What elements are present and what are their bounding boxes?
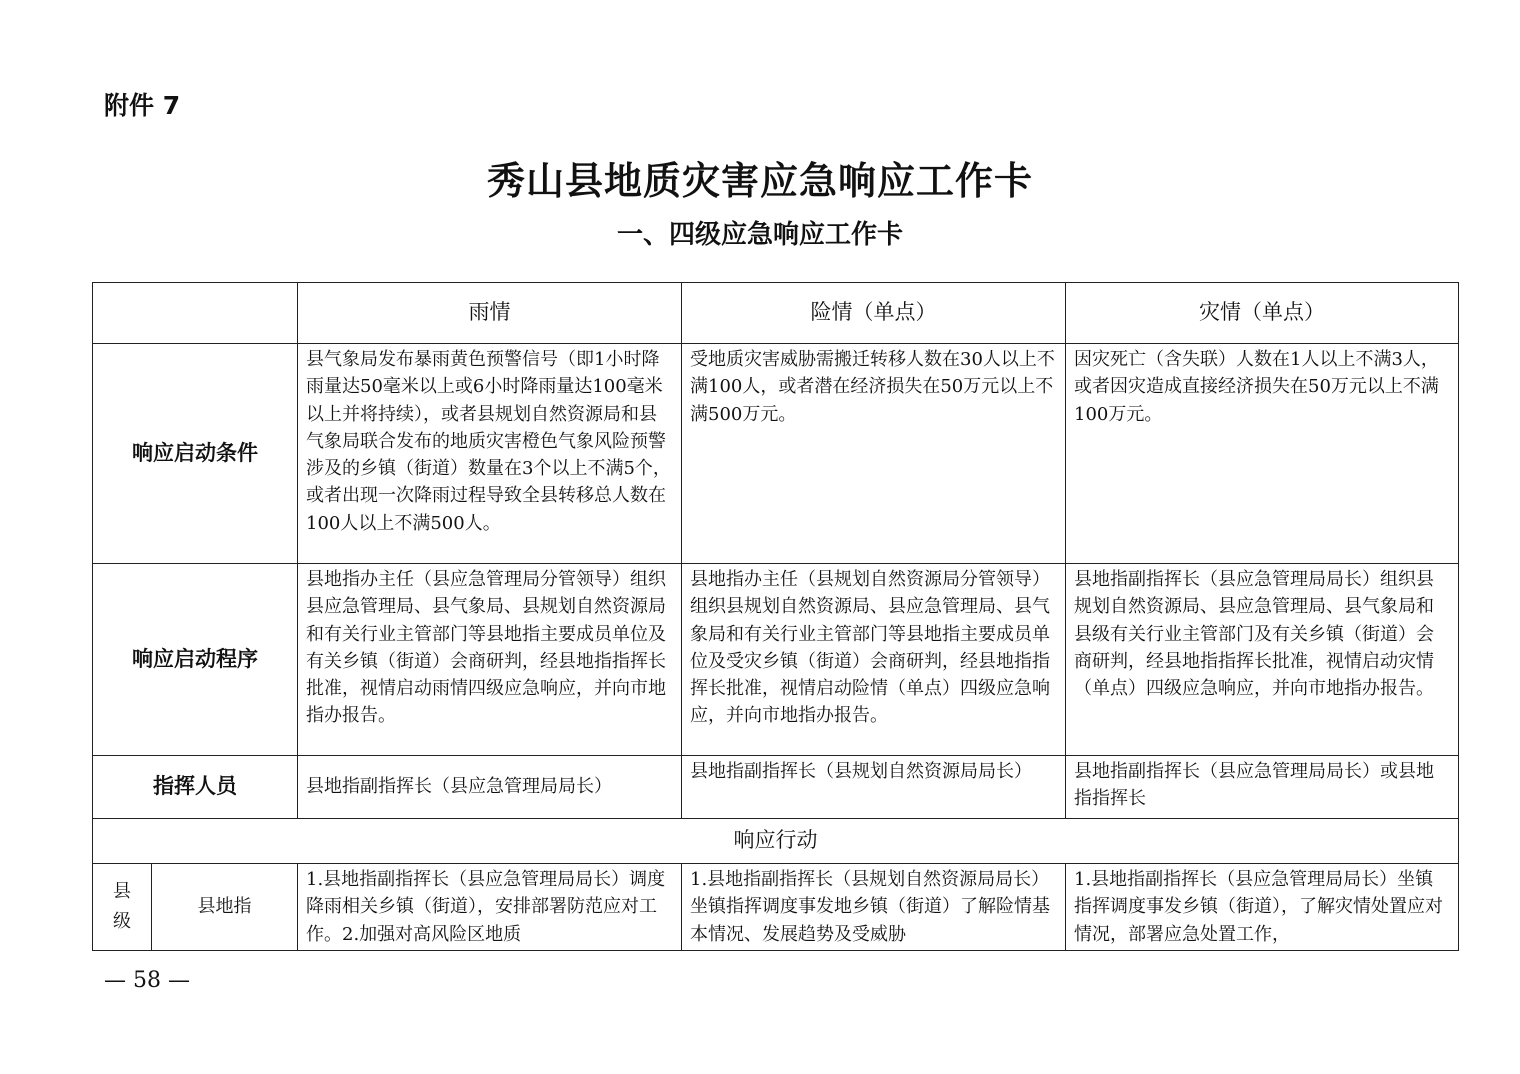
section-header-response-actions: 响应行动 — [93, 819, 1459, 864]
header-corner-cell — [93, 283, 298, 344]
cell-actions-rain: 1.县地指副指挥长（县应急管理局局长）调度降雨相关乡镇（街道），安排部署防范应对工作。2.加强对高风险区地质 — [298, 864, 682, 951]
cell-start-conditions-rain: 县气象局发布暴雨黄色预警信号（即1小时降雨量达50毫米以上或6小时降雨量达100毫米以上并将持续），或者县规划自然资源局和县气象局联合发布的地质灾害橙色气象风险预警涉及的乡镇（街道）数量在3个以上不满5个，或者出现一次降雨过程导致全县转移总人数在100人以上不满500人。 — [298, 344, 682, 564]
column-header-danger: 险情（单点） — [682, 283, 1066, 344]
attachment-label: 附件 7 — [104, 91, 181, 120]
cell-start-conditions-disaster: 因灾死亡（含失联）人数在1人以上不满3人，或者因灾造成直接经济损失在50万元以上不满100万元。 — [1066, 344, 1459, 564]
response-work-card-table — [92, 282, 1459, 951]
cell-start-conditions-danger: 受地质灾害威胁需搬迁转移人数在30人以上不满100人，或者潜在经济损失在50万元以上不满500万元。 — [682, 344, 1066, 564]
cell-commanders-rain: 县地指副指挥长（县应急管理局局长） — [298, 756, 682, 819]
table-row-start-conditions — [93, 344, 1459, 564]
cell-start-procedure-danger: 县地指办主任（县规划自然资源局分管领导）组织县规划自然资源局、县应急管理局、县气象局和有关行业主管部门等县地指主要成员单位及受灾乡镇（街道）会商研判，经县地指指挥长批准，视情启动险情（单点）四级应急响应，并向市地指办报告。 — [682, 564, 1066, 756]
table-header-row — [93, 283, 1459, 344]
table-row-start-procedure — [93, 564, 1459, 756]
row-label-start-procedure: 响应启动程序 — [93, 564, 298, 756]
cell-commanders-disaster: 县地指副指挥长（县应急管理局局长）或县地指指挥长 — [1066, 756, 1459, 819]
cell-actions-disaster: 1.县地指副指挥长（县应急管理局局长）坐镇指挥调度事发乡镇（街道），了解灾情处置应对情况，部署应急处置工作， — [1066, 864, 1459, 951]
table-row-county-actions — [93, 864, 1459, 951]
level-label-char-1: 县 — [113, 880, 131, 902]
unit-label-county-command: 县地指 — [152, 864, 298, 951]
cell-commanders-danger: 县地指副指挥长（县规划自然资源局局长） — [682, 756, 1066, 819]
page-number: — 58 — — [104, 968, 190, 993]
level-label-county — [93, 864, 152, 951]
page-title: 秀山县地质灾害应急响应工作卡 — [486, 158, 1033, 203]
table-row-commanders — [93, 756, 1459, 819]
cell-actions-danger: 1.县地指副指挥长（县规划自然资源局局长）坐镇指挥调度事发地乡镇（街道）了解险情基本情况、发展趋势及受威胁 — [682, 864, 1066, 951]
cell-start-procedure-rain: 县地指办主任（县应急管理局分管领导）组织县应急管理局、县气象局、县规划自然资源局和有关行业主管部门等县地指主要成员单位及有关乡镇（街道）会商研判，经县地指指挥长批准，视情启动雨情四级应急响应，并向市地指办报告。 — [298, 564, 682, 756]
level-label-char-2: 级 — [113, 910, 131, 932]
cell-start-procedure-disaster: 县地指副指挥长（县应急管理局局长）组织县规划自然资源局、县应急管理局、县气象局和县级有关行业主管部门及有关乡镇（街道）会商研判，经县地指指挥长批准，视情启动灾情（单点）四级应急响应，并向市地指办报告。 — [1066, 564, 1459, 756]
page-subtitle: 一、四级应急响应工作卡 — [616, 220, 903, 250]
column-header-rain: 雨情 — [298, 283, 682, 344]
row-label-commanders: 指挥人员 — [93, 756, 298, 819]
row-label-start-conditions: 响应启动条件 — [93, 344, 298, 564]
table-row-section-header — [93, 819, 1459, 864]
column-header-disaster: 灾情（单点） — [1066, 283, 1459, 344]
